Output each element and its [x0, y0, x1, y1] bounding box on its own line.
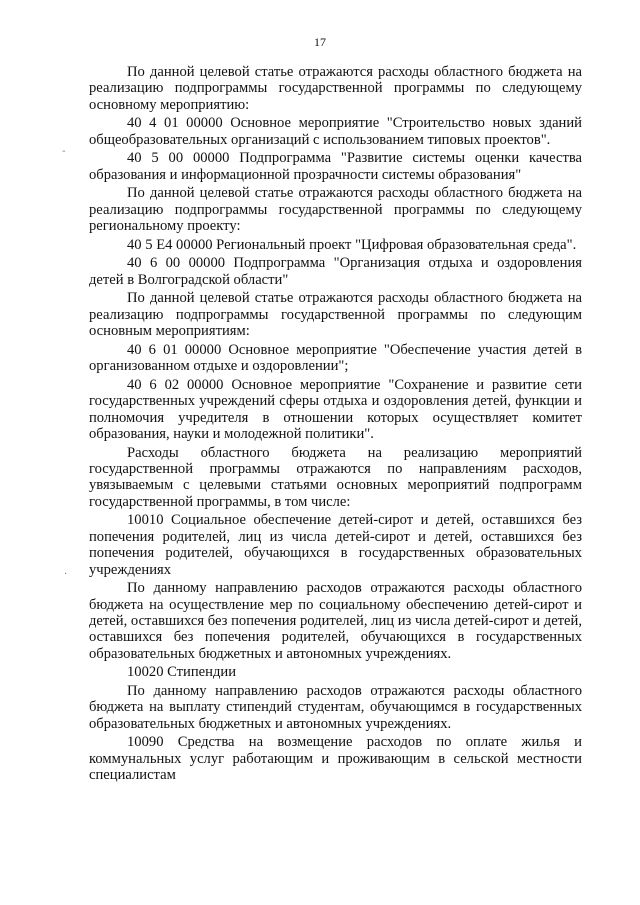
paragraph: 10020 Стипендии: [127, 664, 237, 681]
margin-mark: .: [64, 566, 68, 577]
paragraph: 40 6 02 00000 Основное мероприятие "Сохранение и развитие сети государственных учреждений сферы отдыха и оздоровления детей, функции и полномочия учредителя в отношении которых осуществляет комитет образования, науки и молодежной политики".: [89, 376, 582, 443]
paragraph: По данному направлению расходов отражаются расходы областного бюджета на осуществление мер по социальному обеспечению детей-сирот и детей, оставшихся без попечения родителей, лиц из числа детей-сирот и детей, оставшихся без попечения родителей, обучающихся в государственных образовательных бюджетных и автономных учреждениях.: [89, 580, 582, 662]
document-body: [89, 64, 582, 786]
page-number: 17: [314, 35, 326, 49]
margin-mark: -: [62, 146, 66, 157]
paragraph: 40 5 Е4 00000 Региональный проект "Цифровая образовательная среда".: [127, 236, 577, 253]
paragraph: 40 5 00 00000 Подпрограмма "Развитие системы оценки качества образования и информационной прозрачности системы образования": [89, 150, 582, 183]
paragraph: 40 4 01 00000 Основное мероприятие "Строительство новых зданий общеобразовательных организаций с использованием типовых проектов".: [89, 115, 582, 148]
paragraph: 10090 Средства на возмещение расходов по оплате жилья и коммунальных услуг работающим и проживающим в сельской местности специалистам: [89, 734, 582, 784]
paragraph: По данной целевой статье отражаются расходы областного бюджета на реализацию подпрограммы государственной программы по следующему основному мероприятию:: [89, 64, 582, 113]
paragraph: 10010 Социальное обеспечение детей-сирот и детей, оставшихся без попечения родителей, лиц из числа детей-сирот и детей, оставшихся без попечения родителей, обучающихся в государственных образовательных учреждениях: [89, 512, 582, 578]
paragraph: 40 6 01 00000 Основное мероприятие "Обеспечение участия детей в организованном отдыхе и оздоровлении";: [89, 341, 582, 375]
paragraph: По данной целевой статье отражаются расходы областного бюджета на реализацию подпрограммы государственной программы по следующим основным мероприятиям:: [89, 290, 582, 340]
paragraph: 40 6 00 00000 Подпрограмма "Организация отдыха и оздоровления детей в Волгоградской области": [89, 255, 582, 288]
paragraph: По данному направлению расходов отражаются расходы областного бюджета на выплату стипендий студентам, обучающимся в государственных образовательных бюджетных и автономных учреждениях.: [89, 683, 582, 732]
paragraph: По данной целевой статье отражаются расходы областного бюджета на реализацию подпрограммы государственной программы по следующему региональному проекту:: [89, 185, 582, 235]
paragraph: Расходы областного бюджета на реализацию мероприятий государственной программы отражаются по направлениям расходов, увязываемым с целевыми статьями основных мероприятий подпрограмм государственной программы, в том числе:: [89, 444, 582, 510]
